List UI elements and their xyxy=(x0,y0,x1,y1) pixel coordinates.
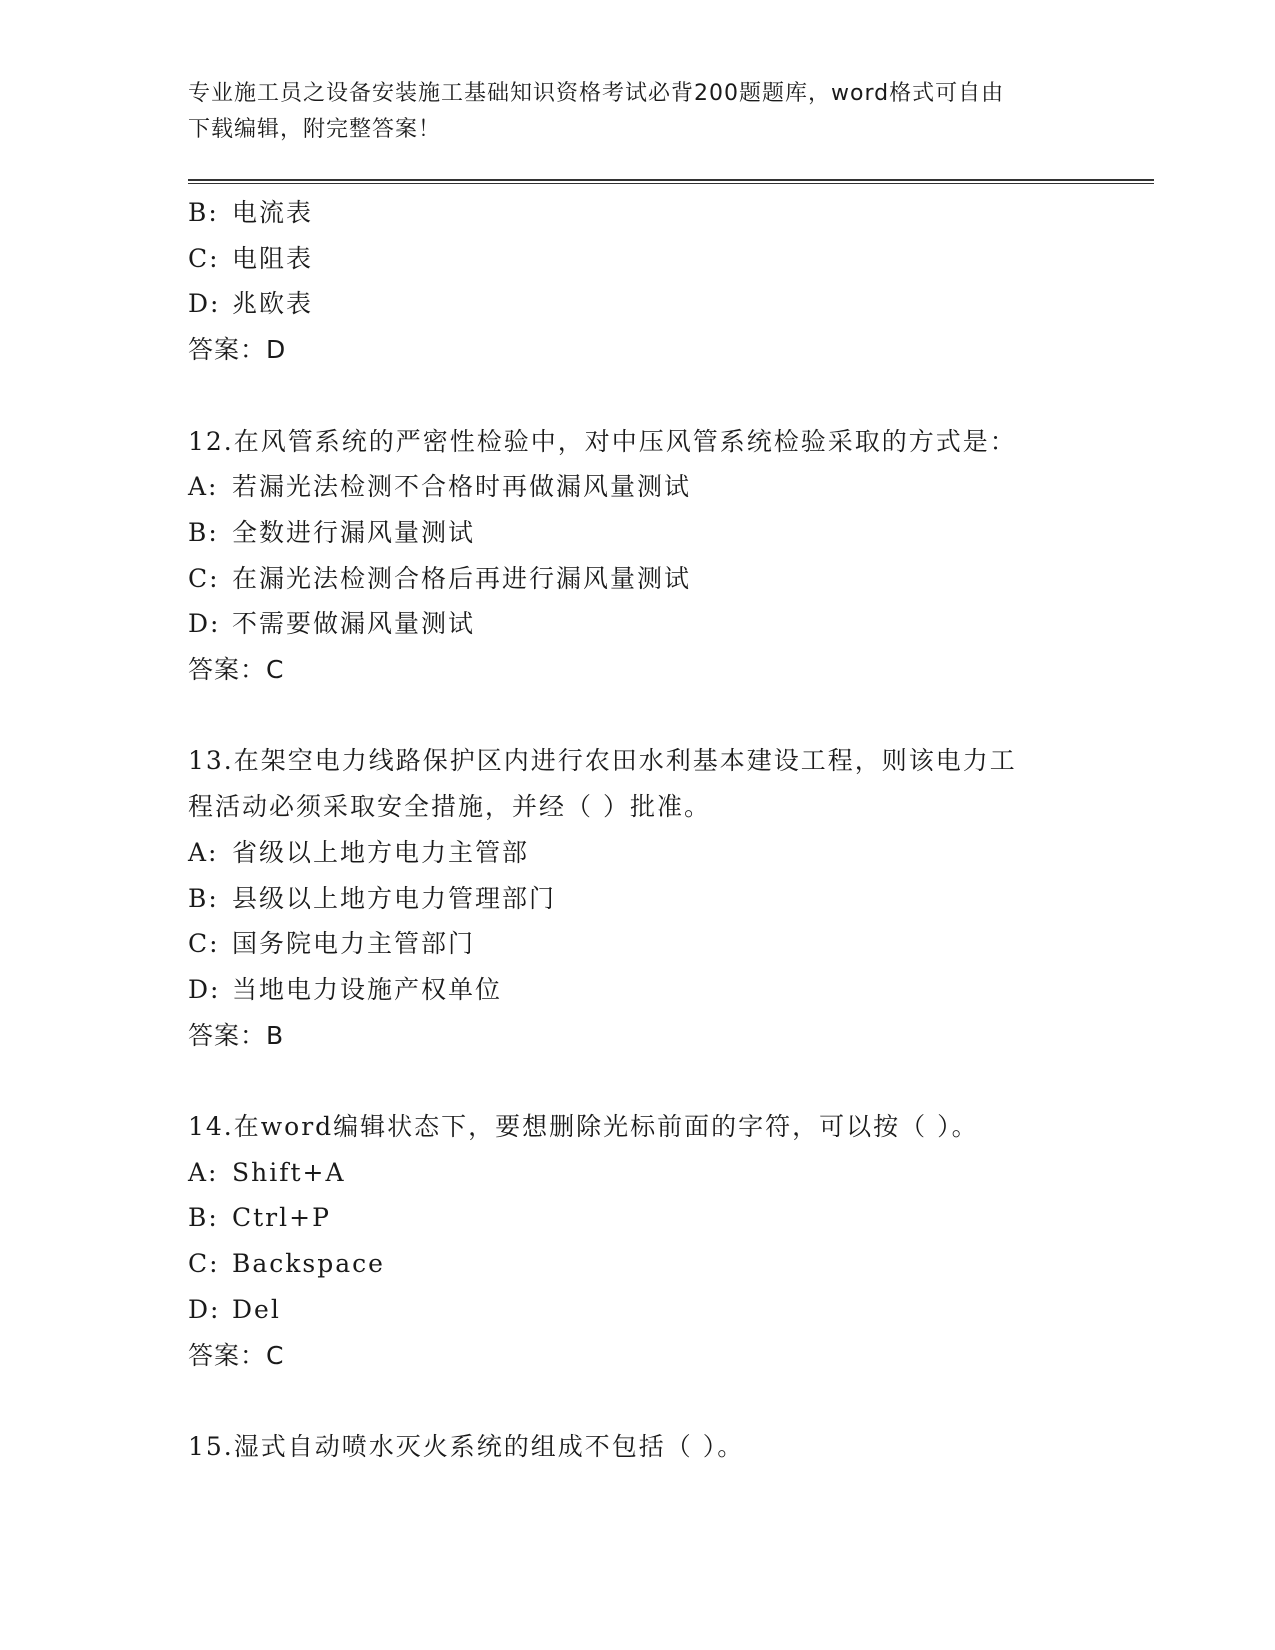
option-line xyxy=(188,464,1108,510)
option-line xyxy=(188,830,1108,876)
option-letter: C: xyxy=(188,1249,220,1279)
option-letter: D: xyxy=(188,974,221,1004)
option-line xyxy=(188,556,1108,602)
question-stem: 12.在风管系统的严密性检验中，对中压风管系统检验采取的方式是： xyxy=(188,426,1017,456)
question-gap xyxy=(188,1058,1108,1104)
option-text: 省级以上地方电力主管部 xyxy=(232,837,530,867)
option-text: 不需要做漏风量测试 xyxy=(232,609,476,639)
option-text: Ctrl+P xyxy=(232,1203,331,1233)
header-divider xyxy=(188,179,1154,184)
option-text: 在漏光法检测合格后再进行漏风量测试 xyxy=(232,563,692,593)
option-line xyxy=(188,510,1108,556)
option-text: 电阻表 xyxy=(232,243,314,273)
option-line xyxy=(188,236,1108,282)
option-letter: A: xyxy=(188,1157,219,1187)
option-line xyxy=(188,1287,1108,1333)
question-block-previous xyxy=(188,190,1108,373)
option-line xyxy=(188,1150,1108,1196)
question-gap xyxy=(188,1378,1108,1424)
answer-line: 答案：D xyxy=(188,335,287,365)
option-line xyxy=(188,921,1108,967)
option-letter: A: xyxy=(188,837,219,867)
question-block-13 xyxy=(188,738,1108,1058)
option-letter: D: xyxy=(188,1294,221,1324)
option-letter: C: xyxy=(188,243,220,273)
option-letter: A: xyxy=(188,472,219,502)
option-text: Backspace xyxy=(232,1249,385,1279)
question-block-15 xyxy=(188,1424,1108,1470)
option-letter: C: xyxy=(188,563,220,593)
option-letter: C: xyxy=(188,929,220,959)
option-letter: D: xyxy=(188,289,221,319)
option-letter: B: xyxy=(188,517,219,547)
question-gap xyxy=(188,373,1108,419)
option-text: 全数进行漏风量测试 xyxy=(232,517,476,547)
option-text: 若漏光法检测不合格时再做漏风量测试 xyxy=(232,472,692,502)
question-stem: 15.湿式自动喷水灭火系统的组成不包括（ ）。 xyxy=(188,1431,745,1461)
option-text: 当地电力设施产权单位 xyxy=(232,974,503,1004)
option-line xyxy=(188,876,1108,922)
question-stem: 14.在word编辑状态下，要想删除光标前面的字符，可以按（ ）。 xyxy=(188,1112,979,1142)
document-header xyxy=(188,76,1088,148)
question-gap xyxy=(188,693,1108,739)
answer-line: 答案：C xyxy=(188,655,285,685)
option-letter: D: xyxy=(188,609,221,639)
answer-line: 答案：C xyxy=(188,1340,285,1370)
question-stem: 13.在架空电力线路保护区内进行农田水利基本建设工程，则该电力工 xyxy=(188,746,1017,776)
option-letter: B: xyxy=(188,1203,219,1233)
option-text: 县级以上地方电力管理部门 xyxy=(232,883,557,913)
option-line xyxy=(188,1195,1108,1241)
header-title-line-2: 下载编辑，附完整答案！ xyxy=(188,117,442,142)
question-stem: 程活动必须采取安全措施，并经（ ）批准。 xyxy=(188,792,711,822)
option-letter: B: xyxy=(188,198,219,227)
document-body xyxy=(188,190,1108,1470)
option-letter: B: xyxy=(188,883,219,913)
option-text: 国务院电力主管部门 xyxy=(232,929,476,959)
option-text: 电流表 xyxy=(232,198,314,227)
option-line xyxy=(188,601,1108,647)
question-block-12 xyxy=(188,419,1108,693)
option-line xyxy=(188,281,1108,327)
question-block-14 xyxy=(188,1104,1108,1378)
option-line xyxy=(188,967,1108,1013)
option-line xyxy=(188,190,1108,236)
option-text: Shift+A xyxy=(232,1157,346,1187)
option-text: Del xyxy=(232,1294,281,1324)
option-text: 兆欧表 xyxy=(232,289,314,319)
answer-line: 答案：B xyxy=(188,1020,285,1050)
option-line xyxy=(188,1241,1108,1287)
header-title-line-1: 专业施工员之设备安装施工基础知识资格考试必背200题题库，word格式可自由 xyxy=(188,81,1005,106)
